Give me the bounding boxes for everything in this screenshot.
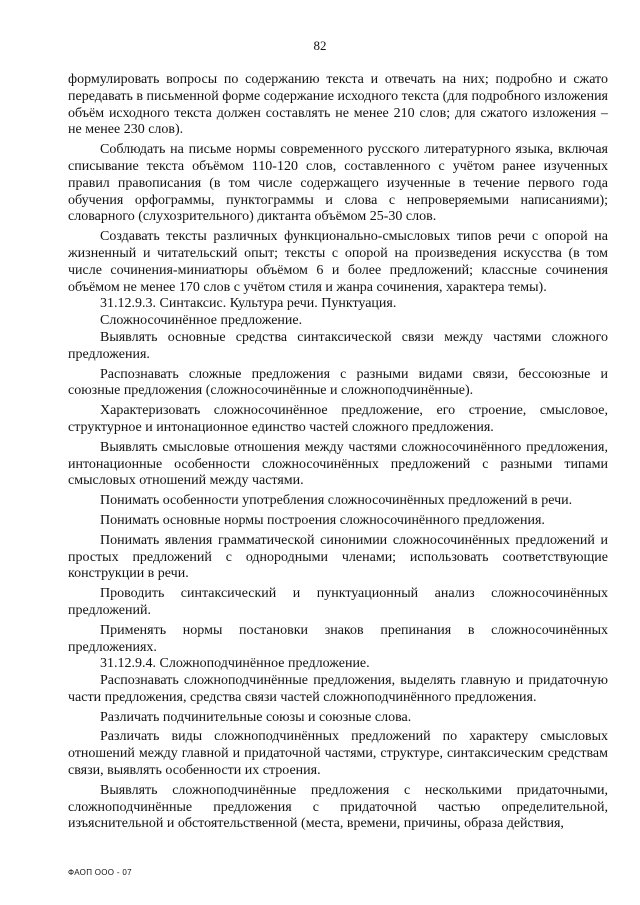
- paragraph: Выявлять сложноподчинённые предложения с несколькими придаточными, сложноподчинённые предложения с придаточной частью определительной, изъяснительной и обстоятельственной (места, времени, причины, образа действия,: [68, 782, 608, 832]
- subsection-heading: Сложносочинённое предложение.: [100, 313, 303, 329]
- paragraph: Понимать особенности употребления сложносочинённых предложений в речи.: [100, 493, 573, 509]
- paragraph: Понимать явления грамматической синонимии сложносочинённых предложений и простых предложений с однородными членами; использовать соответствующие конструкции в речи.: [68, 532, 608, 582]
- paragraph: Соблюдать на письме нормы современного русского литературного языка, включая списывание текста объёмом 110-120 слов, составленного с учётом ранее изученных правил правописания (в том числе содержащего изученные в течение первого года обучения орфограммы, пунктограммы и слова с непроверяемыми написаниями); словарного (слухозрительного) диктанта объёмом 25-30 слов.: [68, 142, 608, 225]
- page-number: 82: [313, 38, 327, 53]
- paragraph: Применять нормы постановки знаков препинания в сложносочинённых предложениях.: [68, 622, 608, 655]
- paragraph: формулировать вопросы по содержанию текста и отвечать на них; подробно и сжато передавать в письменной форме содержание исходного текста (для подробного изложения объём исходного текста должен составлять не менее 210 слов; для сжатого изложения – не менее 230 слов).: [68, 72, 608, 138]
- paragraph: Проводить синтаксический и пунктуационный анализ сложносочинённых предложений.: [68, 586, 608, 618]
- page-content: [68, 72, 608, 833]
- paragraph: Понимать основные нормы построения сложносочинённого предложения.: [100, 512, 545, 528]
- paragraph: Различать виды сложноподчинённых предложений по характеру смысловых отношений между главной и придаточной частями, структуре, синтаксическим средствам связи, выявлять особенности их строения.: [68, 729, 608, 779]
- paragraph: Выявлять основные средства синтаксической связи между частями сложного предложения.: [68, 329, 608, 362]
- paragraph: Выявлять смысловые отношения между частями сложносочинённого предложения, интонационные особенности сложносочинённых предложений с разными типами смысловых отношений между частями.: [68, 439, 608, 489]
- section-heading: 31.12.9.4. Сложноподчинённое предложение.: [100, 656, 370, 672]
- section-heading: 31.12.9.3. Синтаксис. Культура речи. Пунктуация.: [100, 296, 397, 312]
- document-code-footer: ФАОП ООО - 07: [68, 868, 132, 877]
- paragraph: Распознавать сложноподчинённые предложения, выделять главную и придаточную части предложения, средства связи частей сложноподчинённого предложения.: [68, 673, 608, 705]
- paragraph: Распознавать сложные предложения с разными видами связи, бессоюзные и союзные предложения (сложносочинённые и сложноподчинённые).: [68, 366, 608, 399]
- paragraph: Создавать тексты различных функционально-смысловых типов речи с опорой на жизненный и читательский опыт; тексты с опорой на произведения искусства (в том числе сочинения-миниатюры объёмом 6 и более предложений; классные сочинения объёмом не менее 170 слов с учётом стиля и жанра сочинения, характера темы).: [68, 229, 608, 295]
- paragraph: Характеризовать сложносочинённое предложение, его строение, смысловое, структурное и интонационное единство частей сложного предложения.: [68, 403, 608, 435]
- paragraph: Различать подчинительные союзы и союзные слова.: [100, 709, 412, 725]
